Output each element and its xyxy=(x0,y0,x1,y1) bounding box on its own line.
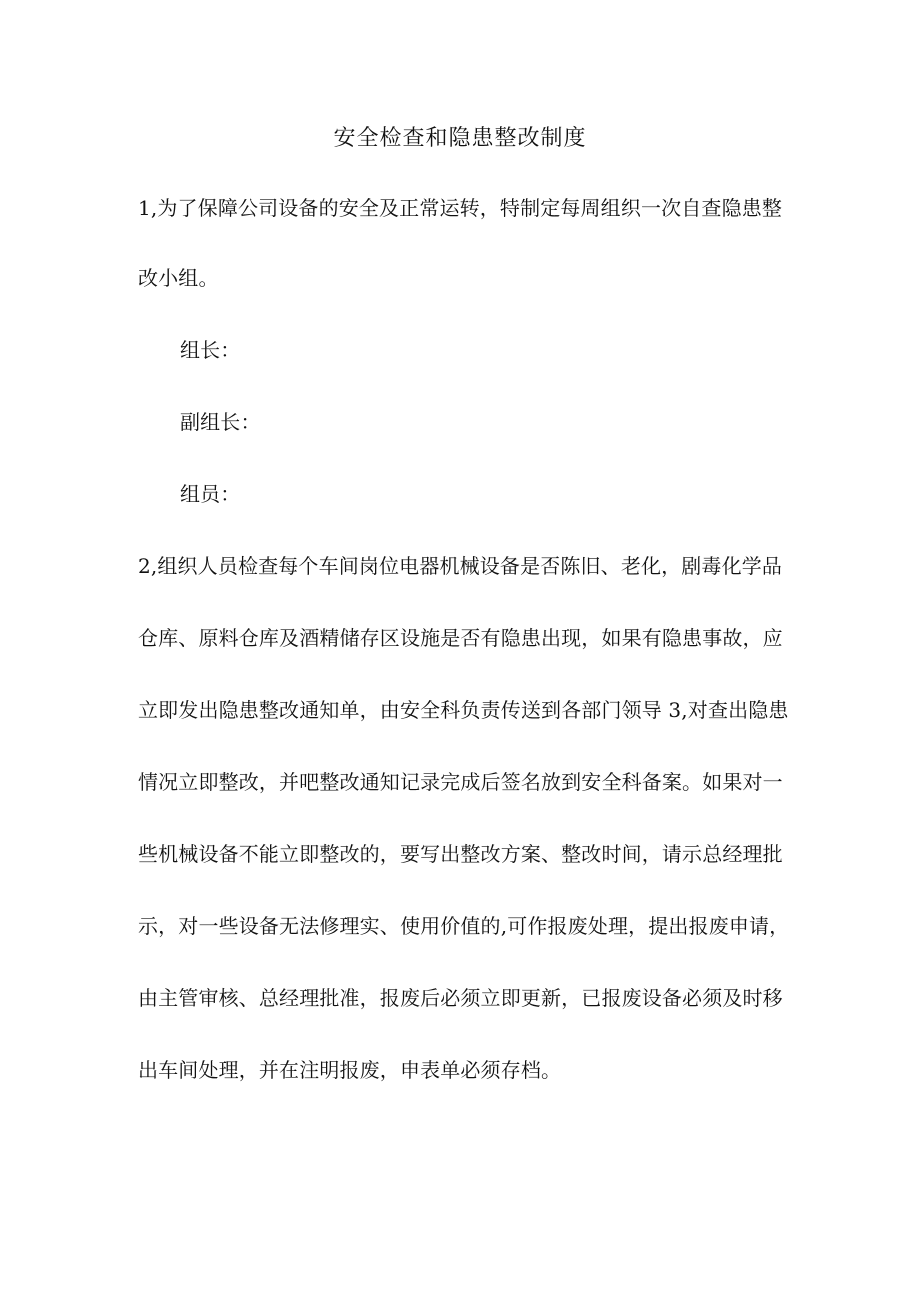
paragraph-line: 改小组。 xyxy=(138,266,219,290)
document-title: 安全检查和隐患整改制度 xyxy=(333,126,587,151)
paragraph-line: 情况立即整改，并吧整改通知记录完成后签名放到安全科备案。如果对一 xyxy=(138,770,783,794)
deputy-leader-label: 副组长： xyxy=(180,410,261,434)
team-member-label: 组员： xyxy=(180,482,241,506)
paragraph-line: 些机械设备不能立即整改的，要写出整改方案、整改时间，请示总经理批 xyxy=(138,842,783,866)
paragraph-line: 出车间处理，并在注明报废，申表单必须存档。 xyxy=(138,1058,562,1082)
paragraph-line: 1,为了保障公司设备的安全及正常运转，特制定每周组织一次自查隐患整 xyxy=(138,196,783,220)
team-leader-label: 组长： xyxy=(180,338,241,362)
paragraph-line: 仓库、原料仓库及酒精储存区设施是否有隐患出现，如果有隐患事故，应 xyxy=(138,626,783,650)
paragraph-line: 示，对一些设备无法修理实、使用价值的,可作报废处理，提出报废申请， xyxy=(138,914,790,938)
paragraph-line: 立即发出隐患整改通知单，由安全科负责传送到各部门领导 3,对查出隐患 xyxy=(138,698,789,722)
paragraph-line: 2,组织人员检查每个车间岗位电器机械设备是否陈旧、老化，剧毒化学品 xyxy=(138,554,783,578)
paragraph-line: 由主管审核、总经理批准，报废后必须立即更新，已报废设备必须及时移 xyxy=(138,986,783,1010)
